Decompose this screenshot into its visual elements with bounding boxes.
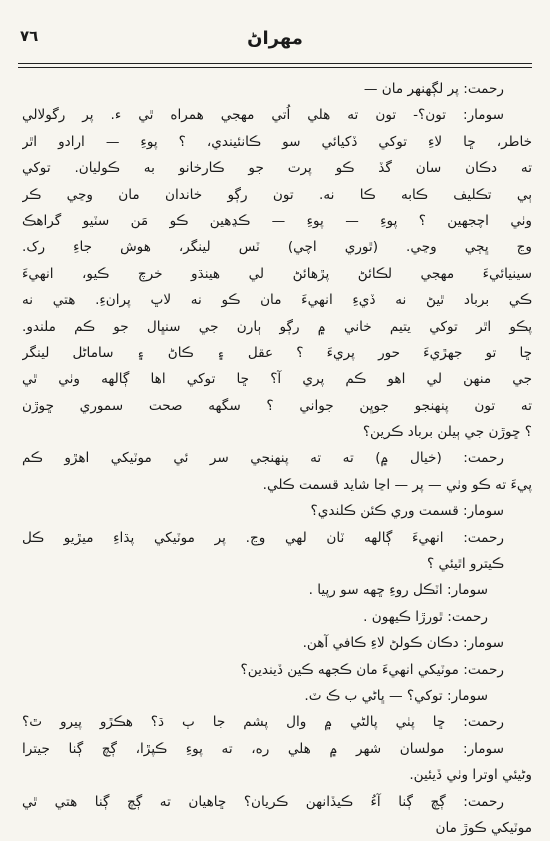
text-line: جي منهن لي اهو ڪم پري آ؟ ڇا توکي اها ڳالهه وٺي ٿي: [22, 371, 532, 388]
text-line: موٽيکي ڪوڙ مان: [435, 819, 532, 836]
running-title: مهراڻ: [247, 28, 303, 49]
text-line: ته تون پنهنجو جوڀن جواني ؟ سگهه صحت سموري ڇوڙن: [22, 397, 532, 414]
header-rule-thin: [18, 67, 532, 68]
header-rule: [18, 63, 532, 64]
text-line: سينيائيءَ مهجي لڪائڻ پڙهائڻ لي هينڌو خرچ ڪيو، انهيءَ: [22, 265, 532, 282]
text-line: ته دڪان سان گڏ ڪو پرت جو ڪارخانو به ڪوليان. توکي: [22, 160, 532, 177]
text-line: رحمت: انهيءَ ڳالهه ٽان لهي وڃ. پر موٽيکي پڌاءِ ميڙيو ڪل: [22, 529, 504, 546]
text-line: رحمت: ڇا پٺي پالڻي ۾ وال پشم جا ٻ ڌ؟ هڪڙو پيرو ٿ؟: [22, 714, 504, 731]
text-line: رحمت: ڳچ ڳنا آءُ ڪيڏانهن ڪريان؟ ڇاهيان ته ڳچ ڳنا هتي ٿي: [22, 793, 504, 810]
text-line: رحمت: پر لڳهنهر مان —: [363, 81, 504, 97]
text-line: ڪيترو اٿيئي ؟: [426, 556, 504, 573]
text-line: رحمت: (خيال ۾) ته ته پنهنجي سر ئي موٽيکي اهڙو ڪم: [22, 450, 504, 467]
text-line: ڇا تو جهڙيءَ حور پريءَ ؟ عقل ۽ ڪاڻ ۽ ساماڻل لينگر: [22, 344, 532, 361]
text-line: سومار: دڪان ڪولڻ لاءِ ڪافي آهن.: [302, 635, 504, 652]
text-line: وٺي اچجهين ؟ پوءِ — پوءِ — ڪڍهين ڪو مَن سٽيو گراهڪ: [22, 212, 532, 229]
text-line: پيءَ ته ڪو وٺي — پر — اڃا شايد قسمت ڪلي.: [262, 476, 532, 493]
text-line: رحمت: ٿورڙا ڪيهون .: [363, 608, 488, 625]
text-line: سومار: اٽڪل روءِ ڇهه سو رپيا .: [308, 582, 488, 599]
text-line: رحمت: موٽيکي انهيءَ مان ڪجهه ڪين ڏيندين؟: [240, 661, 504, 678]
text-line: سومار: تون؟- تون ته هلي اُتي مهجي همراه ٿي ء. پر رگولالي: [22, 107, 504, 124]
text-line: وڃ ڀڄي وڃي. (ٿوري اچي) ٽس لينگر، هوش جاءِ رک.: [22, 239, 532, 256]
text-line: پڪو اٿر توکي يتيم خاني ۾ رڳو ٻارن جي سنڀال جو ڪم ملندو.: [22, 318, 532, 335]
text-line: سومار: قسمت وري ڪئن ڪلندي؟: [310, 503, 504, 520]
text-line: ٻي تڪليف ڪابه ڪا نه. تون رڳو خاندان مان وڃي ڪر: [22, 186, 532, 203]
text-line: ؟ ڇوڙن جي ٻيلن برباد ڪرين؟: [362, 424, 532, 441]
text-line: ڪي برباد ٿيڻ نه ڏيءِ انهيءَ مان ڪو نه لاڀ پرانءِ. هتي نه: [22, 292, 532, 309]
text-line: وڻيئي اوترا وٺي ڏيئين.: [409, 767, 532, 784]
text-line: سومار: مولسان شهر ۾ هلي ره، ته پوءِ ڪپڙا، ڳچ ڳنا جيترا: [22, 740, 504, 757]
text-line: سومار: توکي؟ — ڀاڻي ب ڪ ٽ.: [304, 687, 488, 704]
page-number: ٧٦: [20, 27, 39, 45]
dialogue-text: [22, 76, 532, 841]
text-line: خاطر، ڇا لاءِ توکي ڏکيائي سو ڪانئيندي، ؟ پوءِ — ارادو اٿر: [22, 133, 532, 150]
